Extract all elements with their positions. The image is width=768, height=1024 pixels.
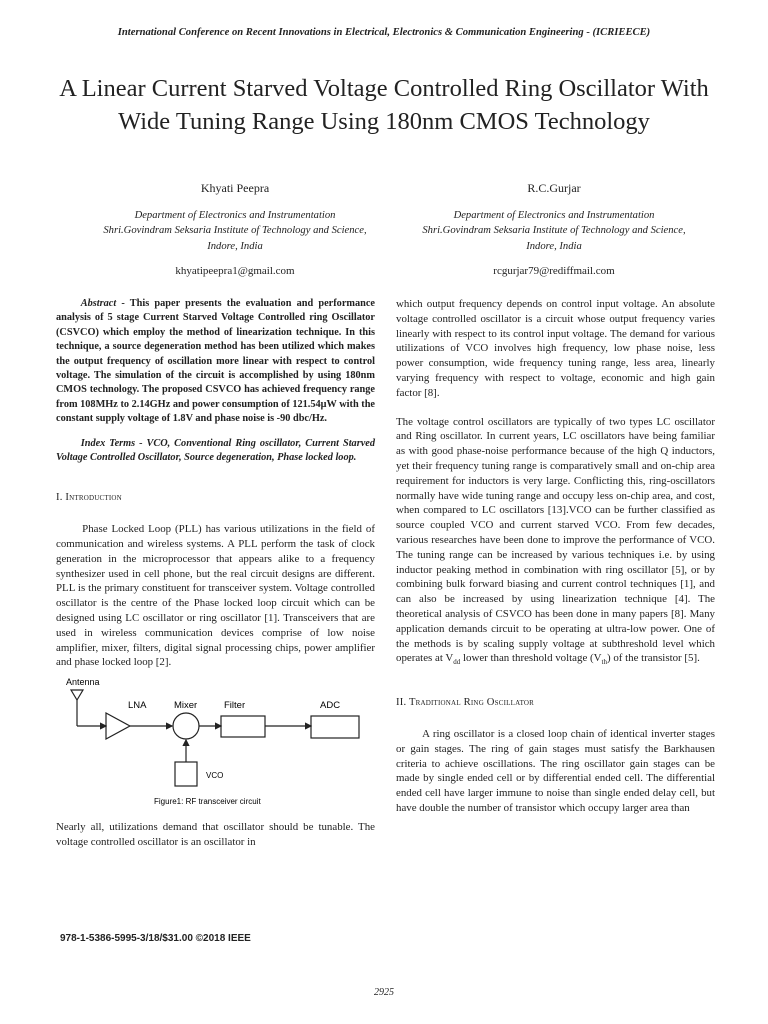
figure-caption: Figure1: RF transceiver circuit <box>154 797 261 807</box>
paper-title: A Linear Current Starved Voltage Controlled Ring Oscillator With Wide Tuning Range Using 180nm CMOS Technology <box>59 75 709 135</box>
vco-block <box>175 762 197 786</box>
antenna-label: Antenna <box>66 678 100 688</box>
lna-amplifier-icon <box>106 713 130 739</box>
right-paragraph-1: which output frequency depends on control input voltage. An absolute voltage controlled oscillator is a circuit whose output frequency varies linearly with respect to its control input voltage. The demand for various utilizations of VCO involves high frequency, low phase noise, less power consumption, wide frequency tuning range, less area, linearly varying frequency with respect to voltage, economic and high gain factor [8]. <box>396 298 715 399</box>
filter-label: Filter <box>224 700 246 712</box>
author-location: Indore, India <box>207 240 263 252</box>
index-terms-label: Index Terms <box>80 437 136 449</box>
abstract-text: - This paper presents the evaluation and performance analysis of 5 stage Current Starved Voltage Controlled ring Oscillator (CSVCO) which employ the method of linearization technique. In this technique, a source degeneration method has been utilized which makes the output frequency of oscillation more linear with respect to control voltage. The simulation of the circuit is accomplished by using 180nm CMOS technology. The proposed CSVCO has achieved frequency range from 108MHz to 2.14GHz and power consumption of 121.54μW with the constant supply voltage of 1.8V and phase noise is -90 dbc/Hz. <box>56 298 375 425</box>
index-terms-text: - VCO, Conventional Ring oscillator, Current Starved Voltage Controlled Oscillator, Source degeneration, Phase locked loop. <box>56 437 375 464</box>
author-department: Department of Electronics and Instrumentation <box>453 209 655 221</box>
lna-label: LNA <box>128 700 147 712</box>
isbn-footer: 978-1-5386-5995-3/18/$31.00 ©2018 IEEE <box>60 933 251 944</box>
abstract-label: Abstract <box>80 298 117 309</box>
author-email[interactable]: rcgurjar79@rediffmail.com <box>493 265 615 277</box>
figure-rf-transceiver <box>56 678 375 808</box>
vdd-subscript: dd <box>453 658 461 667</box>
right-column <box>396 297 715 816</box>
author-email[interactable]: khyatipeepra1@gmail.com <box>175 265 295 277</box>
author-block-1 <box>70 181 400 280</box>
conference-header: International Conference on Recent Innovations in Electrical, Electronics & Communication Engineering - (ICRIEECE) <box>117 27 651 38</box>
left-column <box>56 297 375 850</box>
paragraph-2-mid: lower than threshold voltage (V <box>460 652 602 665</box>
mixer-label: Mixer <box>174 700 198 712</box>
vco-label: VCO <box>206 771 224 781</box>
adc-label: ADC <box>320 700 341 712</box>
section-heading-introduction: I. Introduction <box>56 492 122 504</box>
adc-block <box>311 716 359 738</box>
mixer-circle <box>173 713 199 739</box>
author-name: Khyati Peepra <box>200 181 270 195</box>
index-terms <box>56 437 375 466</box>
right-paragraph-2 <box>396 415 715 671</box>
author-name: R.C.Gurjar <box>527 181 581 195</box>
author-block-2 <box>389 181 719 280</box>
author-institute: Shri.Govindram Seksaria Institute of Technology and Science, <box>422 225 686 236</box>
section-heading-traditional-ring-oscillator: II. Traditional Ring Oscillator <box>396 697 535 709</box>
rf-transceiver-diagram <box>56 678 375 808</box>
paragraph-2-text: The voltage control oscillators are typically of two types LC oscillator and Ring oscillator. In current years, LC oscillators have being familiar as with good phase-noise performance because of the high Q inductors, yet their frequency tuning range is comparatively small and on-chip area requirement for inductors is very large. Conflicting this, ring-oscillators normally have wide tuning range and occupy less on-chip area, and cost, when compared to LC oscillators [13].VCO can be further classified as source coupled VCO and current starved VCO. From few decades, various researches have been done to improve the performance of VCO. The tuning range can be increased by various techniques i.e. by using inductor peaking method in combination with ring oscillator [5], or by combining bulk forward biasing and current control techniques [1], and can also be increased by using linearization technique [4]. The theoretical analysis of CSVCO has been done in many papers [8]. Many application demands circuit to be operating at ultra-low power. One of the methods is by scaling supply voltage at subthreshold level which operates at V <box>396 415 715 665</box>
right-paragraph-3: A ring oscillator is a closed loop chain of identical inverter stages or gain stages. The ring of gain stages must satisfy the Barkhausen criteria to achieve oscillations. The ring oscillator gain stages can be made by single ended cell or by differential ended cell. The differential ended cell have larger immune to noise than single ended delay cell, but have double the number of transistor which occupy larger area than <box>396 728 715 815</box>
author-institute: Shri.Govindram Seksaria Institute of Technology and Science, <box>103 225 367 236</box>
antenna-icon <box>71 690 83 726</box>
page-number: 2925 <box>374 987 394 998</box>
paragraph-2-end: ) of the transistor [5]. <box>606 652 700 665</box>
abstract <box>56 297 375 427</box>
intro-paragraph-2: Nearly all, utilizations demand that oscillator should be tunable. The voltage controlled oscillator is an oscillator in <box>56 821 375 849</box>
filter-block <box>221 716 265 737</box>
author-department: Department of Electronics and Instrumentation <box>134 209 336 221</box>
vth-subscript: th <box>601 658 607 667</box>
author-location: Indore, India <box>526 240 582 252</box>
intro-paragraph-1: Phase Locked Loop (PLL) has various utilizations in the field of communication and wireless systems. A PLL perform the task of clock generation in the microprocessor that appears alike to a frequency synthesizer used in cell phone, but the real circuit designs are different. PLL is the primary constituent for transceiver system. Voltage controlled oscillator is the centre of the Phase locked loop circuit which can be designed using LC oscillator or ring oscillator [1]. Transceivers that are used in wireless communication devices comprise of low noise amplifier, mixer, filters, digital signal processing chips, power amplifier and phase locked loop [2]. <box>56 523 375 669</box>
